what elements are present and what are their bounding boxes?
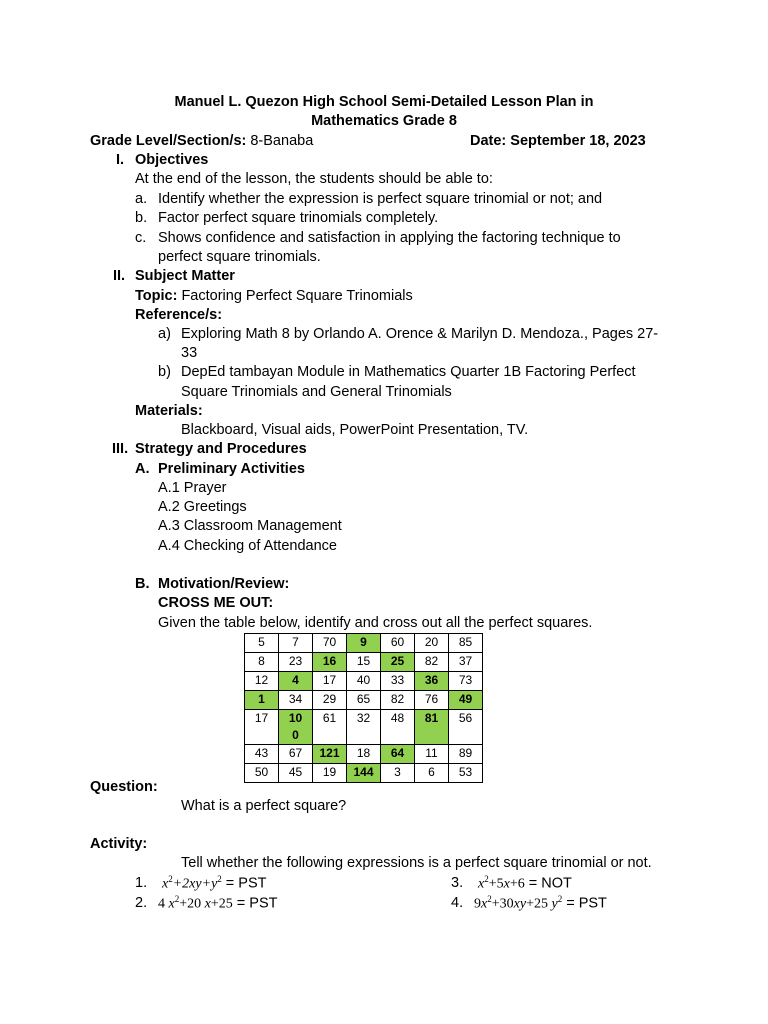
table-cell: 23 bbox=[279, 653, 313, 672]
table-cell: 19 bbox=[313, 764, 347, 783]
materials-value: Blackboard, Visual aids, PowerPoint Presentation, TV. bbox=[181, 422, 529, 438]
grade-label: Grade Level/Section/s: bbox=[90, 133, 247, 149]
question-label: Question: bbox=[90, 779, 158, 795]
activity-item-4-number: 4. bbox=[451, 895, 464, 911]
document-title-line2: Mathematics Grade 8 bbox=[311, 113, 457, 129]
table-row bbox=[245, 764, 483, 783]
table-cell: 65 bbox=[347, 691, 381, 710]
activity-item-1-answer: = PST bbox=[221, 875, 267, 892]
grade-value: 8-Banaba bbox=[246, 133, 314, 149]
lesson-date: Date: September 18, 2023 bbox=[470, 133, 646, 149]
table-cell: 17 bbox=[313, 672, 347, 691]
subject-heading: Subject Matter bbox=[135, 268, 235, 284]
table-cell: 18 bbox=[347, 745, 381, 764]
table-cell: 7 bbox=[279, 634, 313, 653]
motivation-heading: Motivation/Review: bbox=[158, 576, 290, 592]
activity-item-1-number: 1. bbox=[135, 875, 148, 891]
topic-label: Topic: bbox=[135, 288, 178, 304]
strategy-heading: Strategy and Procedures bbox=[135, 441, 307, 457]
activity-item-4-expression: $9x^2+30xy+25$ $y^2$ = PST bbox=[474, 894, 607, 912]
prelim-item-classroom: A.3 Classroom Management bbox=[158, 518, 342, 534]
prelim-marker: A. bbox=[135, 461, 150, 477]
activity-instruction: Tell whether the following expressions is a perfect square trinomial or not. bbox=[181, 855, 652, 871]
objective-a-text: Identify whether the expression is perfect square trinomial or not; and bbox=[158, 191, 603, 207]
activity-item-4-answer: = PST bbox=[562, 895, 607, 912]
table-cell: 8 bbox=[245, 653, 279, 672]
materials-label: Materials: bbox=[135, 403, 203, 419]
objectives-intro: At the end of the lesson, the students should be able to: bbox=[135, 171, 493, 187]
grade-level bbox=[90, 133, 313, 149]
objective-a-marker: a. bbox=[135, 191, 148, 207]
table-cell: 56 bbox=[449, 710, 483, 745]
table-cell: 34 bbox=[279, 691, 313, 710]
perfect-square-table bbox=[244, 633, 483, 783]
table-cell: 49 bbox=[449, 691, 483, 710]
cross-me-out-instruction: Given the table below, identify and cross out all the perfect squares. bbox=[158, 615, 593, 631]
table-row bbox=[245, 745, 483, 764]
activity-item-2-number: 2. bbox=[135, 895, 148, 911]
topic bbox=[135, 288, 413, 304]
table-cell: 40 bbox=[347, 672, 381, 691]
table-cell: 29 bbox=[313, 691, 347, 710]
table-cell: 9 bbox=[347, 634, 381, 653]
table-cell: 33 bbox=[381, 672, 415, 691]
reference-a-marker: a) bbox=[158, 326, 171, 342]
table-row bbox=[245, 634, 483, 653]
table-cell: 89 bbox=[449, 745, 483, 764]
activity-item-3-expression: $x^2+5x+6$ = NOT bbox=[478, 874, 572, 892]
table-row bbox=[245, 672, 483, 691]
table-cell: 4 bbox=[279, 672, 313, 691]
reference-b-marker: b) bbox=[158, 364, 171, 380]
cross-me-out-title: CROSS ME OUT: bbox=[158, 595, 274, 611]
table-cell: 12 bbox=[245, 672, 279, 691]
table-cell: 50 bbox=[245, 764, 279, 783]
prelim-item-greetings: A.2 Greetings bbox=[158, 499, 247, 515]
table-cell: 5 bbox=[245, 634, 279, 653]
subject-numeral: II. bbox=[113, 268, 126, 284]
objectives-heading: Objectives bbox=[135, 152, 209, 168]
document-title-line1: Manuel L. Quezon High School Semi-Detailed Lesson Plan in bbox=[174, 94, 594, 110]
table-cell: 82 bbox=[381, 691, 415, 710]
table-cell: 25 bbox=[381, 653, 415, 672]
objectives-numeral: I. bbox=[116, 152, 125, 168]
table-cell: 32 bbox=[347, 710, 381, 745]
activity-item-2-answer: = PST bbox=[232, 895, 278, 912]
table-cell: 70 bbox=[313, 634, 347, 653]
activity-item-2-expression: 4 $x^2+20$ x+25 = PST bbox=[158, 894, 278, 912]
table-cell: 37 bbox=[449, 653, 483, 672]
table-cell: 1 bbox=[245, 691, 279, 710]
table-cell: 10 0 bbox=[279, 710, 313, 745]
table-cell: 43 bbox=[245, 745, 279, 764]
references-label: Reference/s: bbox=[135, 307, 223, 323]
table-cell: 36 bbox=[415, 672, 449, 691]
reference-b-text: DepEd tambayan Module in Mathematics Quarter 1B Factoring Perfect bbox=[181, 364, 636, 380]
table-cell: 20 bbox=[415, 634, 449, 653]
table-row bbox=[245, 653, 483, 672]
reference-a-text-cont: 33 bbox=[181, 345, 198, 361]
table-cell: 67 bbox=[279, 745, 313, 764]
reference-b-text-cont: Square Trinomials and General Trinomials bbox=[181, 384, 452, 400]
activity-label: Activity: bbox=[90, 836, 148, 852]
objective-c-marker: c. bbox=[135, 230, 147, 246]
table-cell: 53 bbox=[449, 764, 483, 783]
topic-value: Factoring Perfect Square Trinomials bbox=[177, 288, 413, 304]
table-cell: 73 bbox=[449, 672, 483, 691]
objective-c-text: Shows confidence and satisfaction in applying the factoring technique to bbox=[158, 230, 621, 246]
table-cell: 81 bbox=[415, 710, 449, 745]
activity-item-3-answer: = NOT bbox=[524, 875, 572, 892]
table-cell: 15 bbox=[347, 653, 381, 672]
strategy-numeral: III. bbox=[112, 441, 129, 457]
table-cell: 82 bbox=[415, 653, 449, 672]
prelim-item-prayer: A.1 Prayer bbox=[158, 480, 227, 496]
activity-item-3-number: 3. bbox=[451, 875, 464, 891]
table-row bbox=[245, 710, 483, 745]
objective-b-text: Factor perfect square trinomials completely. bbox=[158, 210, 439, 226]
table-cell: 85 bbox=[449, 634, 483, 653]
table-cell: 45 bbox=[279, 764, 313, 783]
table-cell: 64 bbox=[381, 745, 415, 764]
table-cell: 121 bbox=[313, 745, 347, 764]
table-cell: 48 bbox=[381, 710, 415, 745]
table-cell: 60 bbox=[381, 634, 415, 653]
table-cell: 144 bbox=[347, 764, 381, 783]
table-cell: 16 bbox=[313, 653, 347, 672]
table-cell: 3 bbox=[381, 764, 415, 783]
table-cell: 61 bbox=[313, 710, 347, 745]
prelim-heading: Preliminary Activities bbox=[158, 461, 305, 477]
table-row bbox=[245, 691, 483, 710]
reference-a-text: Exploring Math 8 by Orlando A. Orence & Marilyn D. Mendoza., Pages 27- bbox=[181, 326, 659, 342]
question-text: What is a perfect square? bbox=[181, 798, 347, 814]
objective-b-marker: b. bbox=[135, 210, 148, 226]
motivation-marker: B. bbox=[135, 576, 150, 592]
table-cell: 11 bbox=[415, 745, 449, 764]
prelim-item-attendance: A.4 Checking of Attendance bbox=[158, 538, 337, 554]
table-cell: 76 bbox=[415, 691, 449, 710]
objective-c-text-cont: perfect square trinomials. bbox=[158, 249, 321, 265]
activity-item-1-expression: $x^2+2xy+y^2$ = PST bbox=[162, 874, 267, 892]
table-cell: 17 bbox=[245, 710, 279, 745]
table-cell: 6 bbox=[415, 764, 449, 783]
